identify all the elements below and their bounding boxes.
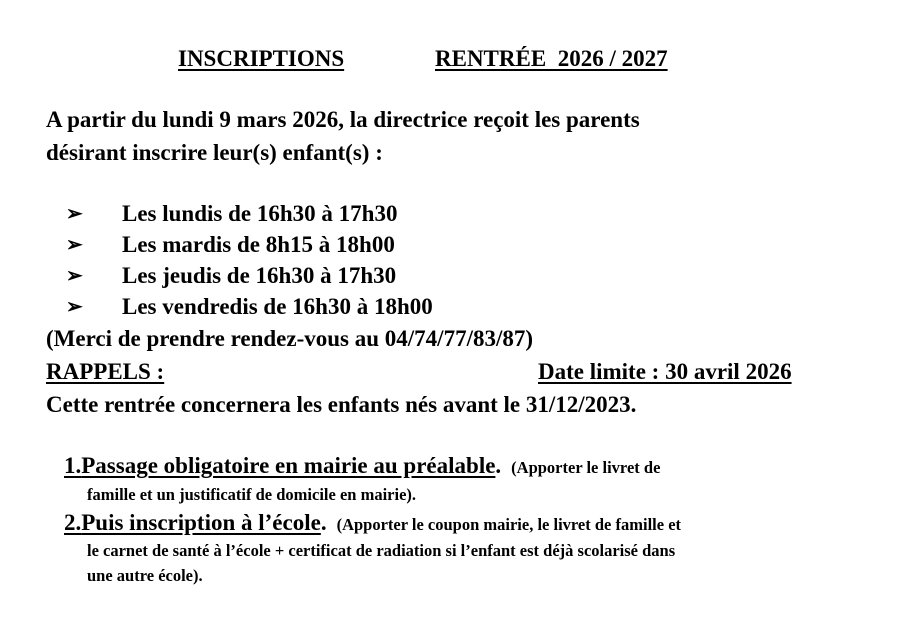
- step-heading: Puis inscription à l’école: [81, 510, 321, 535]
- arrowhead-right-icon: ➢: [66, 265, 83, 287]
- title-inscriptions: INSCRIPTIONS: [178, 46, 345, 71]
- intro-line-1: A partir du lundi 9 mars 2026, la directrice reçoit les parents: [46, 107, 640, 132]
- step-1: [64, 453, 660, 479]
- step-note-line-3: une autre école).: [87, 566, 203, 585]
- schedule-item-text: Les vendredis de 16h30 à 18h00: [122, 294, 433, 319]
- rappels-label: RAPPELS :: [46, 359, 165, 384]
- appointment-note: (Merci de prendre rendez-vous au 04/74/77/83/87): [46, 326, 534, 351]
- step-2: [64, 510, 681, 536]
- intro-line-2: désirant inscrire leur(s) enfant(s) :: [46, 140, 383, 165]
- step-heading: Passage obligatoire en mairie au préalable: [81, 453, 496, 478]
- step-note-line-1: (Apporter le coupon mairie, le livret de famille et: [336, 515, 682, 534]
- arrowhead-right-icon: ➢: [66, 234, 83, 256]
- arrowhead-right-icon: ➢: [66, 203, 83, 225]
- step-number: 1.: [64, 453, 82, 478]
- deadline-text: Date limite : 30 avril 2026: [538, 359, 792, 384]
- step-note-line-2: famille et un justificatif de domicile en mairie).: [87, 485, 417, 504]
- schedule-item-text: Les lundis de 16h30 à 17h30: [122, 201, 398, 226]
- schedule-item-text: Les mardis de 8h15 à 18h00: [122, 232, 395, 257]
- step-suffix: .: [495, 453, 502, 478]
- title-rentree: RENTRÉE 2026 / 2027: [435, 46, 668, 71]
- schedule-item-text: Les jeudis de 16h30 à 17h30: [122, 263, 397, 288]
- step-number: 2.: [64, 510, 82, 535]
- step-note-line-2: le carnet de santé à l’école + certificat de radiation si l’enfant est déjà scolarisé dans: [87, 541, 676, 560]
- eligibility-text: Cette rentrée concernera les enfants nés avant le 31/12/2023.: [46, 392, 637, 417]
- step-suffix: .: [320, 510, 327, 535]
- arrowhead-right-icon: ➢: [66, 296, 83, 318]
- step-note-line-1: (Apporter le livret de: [511, 458, 661, 477]
